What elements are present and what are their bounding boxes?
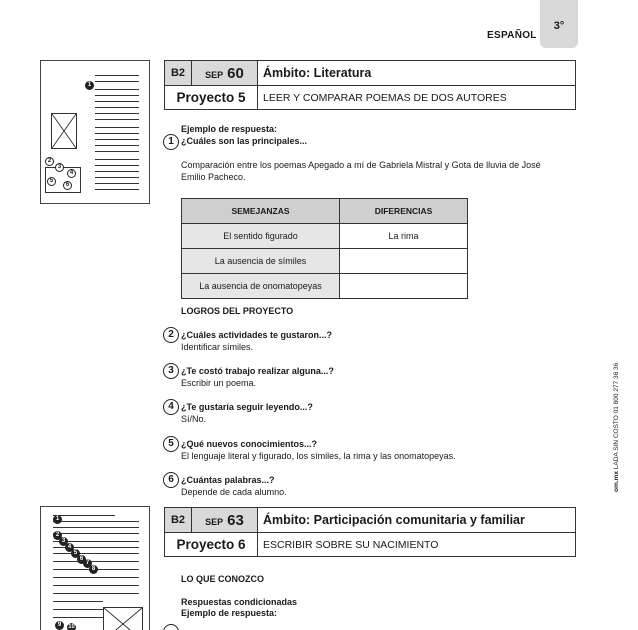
ambito-title: Ámbito: Participación comunitaria y familiar	[263, 513, 525, 527]
sep-label: SEP	[205, 70, 224, 80]
project-number: Proyecto 5	[165, 86, 258, 109]
question-text: ¿Cuáles actividades te gustaron...?	[181, 330, 333, 340]
table-cell	[340, 249, 468, 274]
question-number-badge: 1	[163, 134, 179, 150]
thumbnail-badge: 1	[85, 81, 94, 90]
question-number-badge: 6	[163, 472, 179, 488]
respuestas-label: Respuestas condicionadas	[181, 597, 298, 607]
table-row	[182, 224, 468, 249]
comparison-table	[181, 198, 468, 299]
table-cell: La ausencia de símiles	[182, 249, 340, 274]
question-text: ¿Qué nuevos conocimientos...?	[181, 439, 318, 449]
question-text: ¿Cuántas palabras...?	[181, 475, 275, 485]
thumbnail-badge: 5	[71, 549, 80, 558]
section-heading: LO QUE CONOZCO	[181, 574, 264, 584]
thumbnail-badge: 9	[55, 621, 64, 630]
thumbnail-badge: 5	[47, 177, 56, 186]
side-contact-note	[613, 352, 620, 492]
answer-text: Depende de cada alumno.	[181, 487, 287, 497]
table-header: SEMEJANZAS	[182, 199, 340, 224]
thumbnail-badge: 4	[67, 169, 76, 178]
thumbnail-badge: 3	[55, 163, 64, 172]
answer-text: Identificar símiles.	[181, 342, 254, 352]
question-number-badge: 3	[163, 363, 179, 379]
ambito-title: Ámbito: Literatura	[263, 66, 372, 80]
image-placeholder-icon	[103, 607, 143, 630]
table-row	[182, 274, 468, 299]
question-number-badge: 5	[163, 436, 179, 452]
sep-page-number: 63	[227, 512, 244, 529]
thumbnail-badge: 2	[45, 157, 54, 166]
thumbnail-badge: 1	[53, 515, 62, 524]
image-placeholder-icon	[51, 113, 77, 149]
bloque-label: B2	[165, 61, 192, 85]
logros-heading: LOGROS DEL PROYECTO	[181, 306, 294, 316]
answer-text: Escribir un poema.	[181, 378, 257, 388]
bloque-label: B2	[165, 508, 192, 532]
thumbnail-badge: 3	[59, 537, 68, 546]
grade-tab: 3°	[540, 0, 578, 48]
table-header: DIFERENCIAS	[340, 199, 468, 224]
thumbnail-badge: 7	[83, 559, 92, 568]
question-text: ¿Te costó trabajo realizar alguna...?	[181, 366, 334, 376]
sep-page-number: 60	[227, 65, 244, 82]
sep-page-ref	[192, 508, 258, 532]
thumbnail-badge: 6	[63, 181, 72, 190]
table-cell	[340, 274, 468, 299]
page-thumbnail-bottom	[40, 506, 150, 630]
example-label: Ejemplo de respuesta:	[181, 608, 278, 618]
intro-text: Emilio Pacheco.	[181, 172, 246, 182]
project-header-2	[164, 507, 576, 557]
sep-label: SEP	[205, 517, 224, 527]
side-note-domain: om.mx	[613, 471, 620, 492]
sep-page-ref	[192, 61, 258, 85]
table-cell: El sentido figurado	[182, 224, 340, 249]
project-title: LEER Y COMPARAR POEMAS DE DOS AUTORES	[263, 91, 507, 104]
question-number-badge: 2	[163, 327, 179, 343]
question-number-badge: 4	[163, 399, 179, 415]
answer-text: Sí/No.	[181, 414, 207, 424]
question-number-badge	[163, 624, 179, 630]
page-thumbnail-top	[40, 60, 150, 204]
thumbnail-badge: 8	[89, 565, 98, 574]
intro-text: Comparación entre los poemas Apegado a mí de Gabriela Mistral y Gota de lluvia de José	[181, 160, 541, 170]
project-header-1	[164, 60, 576, 110]
subject-label: ESPAÑOL	[487, 30, 537, 41]
thumbnail-badge: 10	[68, 624, 75, 630]
table-row	[182, 249, 468, 274]
question-text: ¿Cuáles son las principales...	[181, 136, 308, 146]
table-cell: La rima	[340, 224, 468, 249]
project-number: Proyecto 6	[165, 533, 258, 556]
thumbnail-badge: 2	[53, 531, 62, 540]
table-cell: La ausencia de onomatopeyas	[182, 274, 340, 299]
side-note-text: LADA SIN COSTO 01 800 277 36 36	[613, 362, 620, 470]
project-title: ESCRIBIR SOBRE SU NACIMIENTO	[263, 538, 439, 551]
example-label: Ejemplo de respuesta:	[181, 124, 278, 134]
question-text: ¿Te gustaría seguir leyendo...?	[181, 402, 313, 412]
thumbnail-badge: 4	[65, 543, 74, 552]
answer-text: El lenguaje literal y figurado, los símiles, la rima y las onomatopeyas.	[181, 451, 456, 461]
thumbnail-badge: 6	[77, 555, 86, 564]
